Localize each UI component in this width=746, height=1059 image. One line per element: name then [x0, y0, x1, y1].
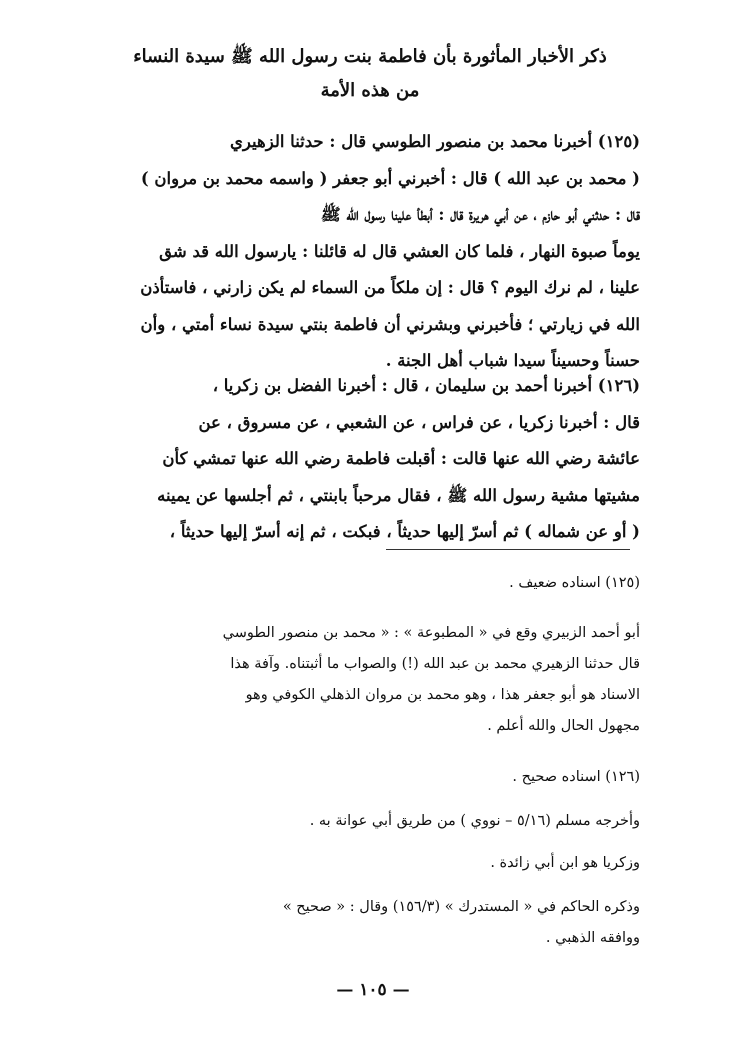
footnote-126-heading: (١٢٦) اسناده صحيح . — [512, 769, 640, 785]
footnote-line: قال حدثنا الزهيري محمد بن عبد الله (!) والصواب ما أثبتناه. وآفة هذا — [230, 656, 640, 672]
text-line: عائشة رضي الله عنها قالت : أقبلت فاطمة رضي الله عنها تمشي كأن — [162, 449, 640, 468]
footnote-line: ووافقه الذهبي . — [545, 930, 640, 946]
text-line: (١٢٥) أخبرنا محمد بن منصور الطوسي قال : حدثنا الزهيري — [230, 132, 640, 151]
chapter-title — [90, 40, 650, 108]
title-line: ذكر الأخبار المأثورة بأن فاطمة بنت رسول الله ﷺ سيدة النساء — [133, 46, 607, 67]
text-line: حسناً وحسيناً سيدا شباب أهل الجنة . — [385, 351, 640, 370]
hadith-126-paragraph — [84, 368, 640, 551]
text-line: (١٢٦) أخبرنا أحمد بن سليمان ، قال : أخبرنا الفضل بن زكريا ، — [212, 376, 640, 395]
footnote-126-line: وأخرجه مسلم (٥/١٦ – نووي ) من طريق أبي عوانة به . — [309, 813, 640, 829]
text-line: قال : أخبرنا زكريا ، عن فراس ، عن الشعبي ، عن مسروق ، عن — [198, 412, 640, 432]
footnote-125-body — [84, 618, 640, 742]
footnote-line: وذكره الحاكم في « المستدرك » (١٥٦/٣) وقال : « صحيح » — [282, 899, 640, 915]
text-line: مشيتها مشية رسول الله ﷺ ، فقال مرحباً بابنتي ، ثم أجلسها عن يمينه — [157, 485, 640, 505]
footnote-line: الاسناد هو أبو جعفر هذا ، وهو محمد بن مروان الذهلي الكوفي وهو — [245, 687, 640, 703]
text-line: يوماً صبوة النهار ، فلما كان العشي قال له قائلنا : يارسول الله قد شق — [159, 241, 640, 261]
footnote-line: أبو أحمد الزبيري وقع في « المطبوعة » : « محمد بن منصور الطوسي — [222, 625, 640, 641]
footnote-125-heading: (١٢٥) اسناده ضعيف . — [509, 575, 640, 591]
text-line: قال : حدثني أبو حازم ، عن أبي هريرة قال : أبطأ علينا رسول الله ﷺ — [320, 205, 640, 224]
text-line: ( محمد بن عبد الله ) قال : أخبرني أبو جعفر ( واسمه محمد بن مروان ) — [140, 168, 640, 188]
text-line: علينا ، لم نرك اليوم ؟ قال : إن ملكاً من السماء لم يكن زارني ، فاستأذن — [140, 278, 640, 297]
footnote-126-line: وزكريا هو ابن أبي زائدة . — [490, 855, 640, 871]
footnote-126-line — [84, 892, 640, 954]
footnote-divider — [386, 549, 630, 550]
footnote-line: مجهول الحال والله أعلم . — [487, 718, 640, 734]
hadith-125-paragraph — [84, 124, 640, 380]
text-line: الله في زيارتي ؛ فأخبرني وبشرني أن فاطمة بنتي سيدة نساء أمتي ، وأن — [140, 314, 640, 334]
page-number: — ١٠٥ — — [336, 980, 410, 1000]
title-line: من هذه الأمة — [320, 80, 420, 101]
text-line: ( أو عن شماله ) ثم أسرّ إليها حديثاً ، فبكت ، ثم إنه أسرّ إليها حديثاً ، — [169, 522, 640, 541]
